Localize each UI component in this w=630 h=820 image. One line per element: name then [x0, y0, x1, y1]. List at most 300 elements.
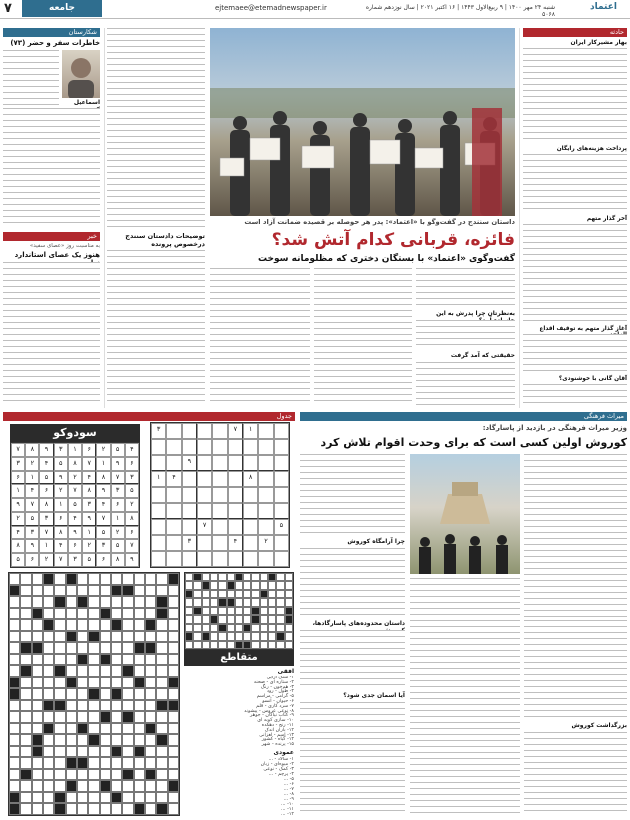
- left-column-title: خاطرات سفر و حضر (۷۳): [10, 39, 100, 47]
- culture-body-2: [300, 548, 405, 618]
- crossword-block: [66, 757, 77, 769]
- crossword-cell: [202, 598, 210, 606]
- sudoku-cell: ۷: [228, 423, 243, 439]
- crossword-cell: [156, 677, 167, 689]
- crossword-cell: [54, 573, 65, 585]
- sudoku-cell: ۷: [39, 526, 53, 540]
- sudoku-cell: ۲: [96, 443, 110, 457]
- crossword-cell: [193, 624, 201, 632]
- sudoku-cell: [274, 535, 289, 551]
- crossword-cell: [43, 769, 54, 781]
- crossword-cell: [43, 780, 54, 792]
- sudoku-cell: [166, 551, 181, 567]
- crossword-block: [43, 573, 54, 585]
- crossword-block: [9, 803, 20, 815]
- crossword-cell: [77, 792, 88, 804]
- sudoku-cell: ۷: [11, 443, 25, 457]
- clue: ۱۵- پرنده - شهر: [261, 742, 294, 748]
- crossword-cell: [9, 631, 20, 643]
- sudoku-cell: ۱: [68, 443, 82, 457]
- clue: ۶- حیوان - آنسو: [262, 698, 294, 704]
- sudoku-cell: ۵: [68, 498, 82, 512]
- sudoku-cell: ۹: [39, 443, 53, 457]
- crossword-block: [193, 607, 201, 615]
- crossword-mini-grid: [184, 572, 294, 650]
- sudoku-cell: ۵: [274, 519, 289, 535]
- sudoku-cell: ۹: [54, 471, 68, 485]
- crossword-cell: [88, 608, 99, 620]
- crossword-cell: [145, 711, 156, 723]
- sudoku-cell: ۶: [25, 553, 39, 567]
- sudoku-cell: ۸: [54, 526, 68, 540]
- crossword-cell: [218, 590, 226, 598]
- crossword-cell: [185, 607, 193, 615]
- crossword-block: [32, 608, 43, 620]
- crossword-cell: [156, 711, 167, 723]
- culture-kicker: وزیر میراث فرهنگی در بازدید از پاسارگاد:: [482, 424, 627, 432]
- crossword-cell: [111, 757, 122, 769]
- crossword-cell: [20, 757, 31, 769]
- clue: ۱۲- ...: [281, 812, 294, 817]
- crossword-cell: [268, 615, 276, 623]
- crossword-cell: [32, 688, 43, 700]
- crossword-cell: [111, 631, 122, 643]
- sudoku-cell: ۵: [125, 484, 139, 498]
- crossword-block: [43, 723, 54, 735]
- crossword-block: [100, 608, 111, 620]
- crossword-cell: [260, 598, 268, 606]
- main-headline: فائزه، قربانی کدام آتش شد؟: [271, 230, 515, 250]
- culture-body-1: [300, 454, 405, 536]
- crossword-cell: [77, 734, 88, 746]
- sudoku-cell: ۲: [25, 457, 39, 471]
- sudoku-cell: [258, 487, 273, 503]
- sudoku-cell: ۲: [11, 512, 25, 526]
- sudoku-cell: ۸: [111, 553, 125, 567]
- crossword-cell: [100, 642, 111, 654]
- crossword-cell: [185, 573, 193, 581]
- crossword-block: [156, 608, 167, 620]
- sudoku-cell: ۳: [54, 443, 68, 457]
- crossword-cell: [193, 641, 201, 649]
- sudoku-cell: ۵: [39, 471, 53, 485]
- culture-body-5: [300, 702, 405, 816]
- crossword-cell: [268, 581, 276, 589]
- crossword-cell: [20, 803, 31, 815]
- right-sub-2: آخر گذار متهم: [586, 216, 627, 222]
- sudoku-cell: [212, 487, 227, 503]
- crossword-cell: [235, 615, 243, 623]
- sudoku-cell: ۹: [182, 455, 197, 471]
- sudoku-cell: [166, 503, 181, 519]
- sudoku-cell: [228, 455, 243, 471]
- sudoku-cell: ۹: [11, 498, 25, 512]
- crossword-cell: [145, 596, 156, 608]
- crossword-block: [66, 631, 77, 643]
- crossword-block: [276, 632, 284, 640]
- crossword-cell: [66, 803, 77, 815]
- sudoku-cell: [182, 471, 197, 487]
- main-body-col-1: [210, 268, 310, 406]
- sudoku-cell: ۹: [125, 553, 139, 567]
- main-story-col-left: [107, 28, 205, 228]
- clue: ۷- ...: [283, 787, 294, 792]
- crossword-cell: [251, 632, 259, 640]
- crossword-cell: [260, 641, 268, 649]
- sudoku-cell: [243, 551, 258, 567]
- crossword-cell: [88, 803, 99, 815]
- crossword-cell: [218, 632, 226, 640]
- crossword-cell: [43, 711, 54, 723]
- crossword-cell: [134, 585, 145, 597]
- sudoku-cell: ۱: [243, 423, 258, 439]
- sudoku-cell: ۸: [25, 443, 39, 457]
- sudoku-cell: [212, 471, 227, 487]
- sudoku-cell: ۴: [82, 471, 96, 485]
- crossword-cell: [168, 688, 179, 700]
- email-link[interactable]: ejtemaee@etemadnewspaper.ir: [215, 4, 327, 12]
- crossword-cell: [122, 642, 133, 654]
- clue: ۵- گرامی - مراسم: [256, 694, 294, 700]
- sudoku-cell: [182, 519, 197, 535]
- crossword-cell: [66, 688, 77, 700]
- sudoku-cell: ۹: [96, 484, 110, 498]
- sudoku-cell: ۵: [111, 443, 125, 457]
- crossword-cell: [66, 585, 77, 597]
- crossword-block: [20, 642, 31, 654]
- crossword-block: [111, 792, 122, 804]
- crossword-block: [285, 615, 293, 623]
- crossword-cell: [111, 677, 122, 689]
- crossword-cell: [145, 585, 156, 597]
- sudoku-cell: ۸: [39, 498, 53, 512]
- sudoku-cell: [258, 519, 273, 535]
- crossword-cell: [9, 619, 20, 631]
- crossword-cell: [54, 769, 65, 781]
- crossword-cell: [54, 619, 65, 631]
- crossword-cell: [9, 734, 20, 746]
- crossword-cell: [100, 619, 111, 631]
- crossword-cell: [145, 780, 156, 792]
- crossword-cell: [66, 665, 77, 677]
- crossword-cell: [156, 769, 167, 781]
- crossword-block: [243, 641, 251, 649]
- crossword-block: [243, 624, 251, 632]
- crossword-cell: [134, 700, 145, 712]
- crossword-cell: [285, 641, 293, 649]
- sudoku-cell: [212, 551, 227, 567]
- logo: اعتماد: [590, 2, 617, 12]
- crossword-cell: [100, 769, 111, 781]
- crossword-cell: [111, 654, 122, 666]
- sudoku-cell: ۸: [125, 512, 139, 526]
- crossword-cell: [185, 624, 193, 632]
- culture-body-3: [524, 454, 627, 618]
- crossword-cell: [88, 792, 99, 804]
- crossword-cell: [122, 608, 133, 620]
- crossword-cell: [122, 596, 133, 608]
- crossword-cell: [32, 780, 43, 792]
- crossword-cell: [122, 746, 133, 758]
- crossword-block: [218, 598, 226, 606]
- crossword-block: [156, 803, 167, 815]
- sudoku-cell: ۷: [197, 519, 212, 535]
- crossword-cell: [122, 792, 133, 804]
- crossword-block: [185, 632, 193, 640]
- sudoku-cell: [182, 423, 197, 439]
- crossword-block: [32, 746, 43, 758]
- crossword-cell: [9, 780, 20, 792]
- crossword-block: [145, 723, 156, 735]
- crossword-block: [168, 700, 179, 712]
- crossword-cell: [134, 723, 145, 735]
- sudoku-cell: ۷: [68, 484, 82, 498]
- crossword-cell: [122, 654, 133, 666]
- crossword-block: [20, 769, 31, 781]
- sudoku-cell: [212, 535, 227, 551]
- crossword-cell: [88, 596, 99, 608]
- crossword-cell: [20, 573, 31, 585]
- crossword-cell: [235, 590, 243, 598]
- culture-sub-3: آیا اسمان جدی شود؟: [343, 692, 405, 699]
- sudoku-cell: ۴: [25, 484, 39, 498]
- crossword-cell: [134, 769, 145, 781]
- crossword-cell: [185, 641, 193, 649]
- crossword-cell: [111, 608, 122, 620]
- sudoku-cell: ۱: [82, 526, 96, 540]
- crossword-cell: [111, 700, 122, 712]
- crossword-cell: [122, 780, 133, 792]
- crossword-block: [66, 677, 77, 689]
- crossword-cell: [145, 734, 156, 746]
- crossword-cell: [122, 700, 133, 712]
- crossword-cell: [210, 641, 218, 649]
- sudoku-cell: ۳: [151, 423, 166, 439]
- crossword-cell: [134, 654, 145, 666]
- crossword-block: [111, 585, 122, 597]
- crossword-cell: [20, 631, 31, 643]
- crossword-cell: [260, 632, 268, 640]
- crossword-block: [77, 757, 88, 769]
- crossword-block: [54, 792, 65, 804]
- main-kicker: داستان سنندج در گفت‌وگو با «اعتماد»: پدر هر حوصله بر قصیده ضمانت آزاد است: [244, 218, 515, 226]
- protest-photo: [210, 28, 515, 216]
- sudoku-cell: ۷: [125, 539, 139, 553]
- sudoku-cell: [151, 519, 166, 535]
- clues-down: [184, 757, 294, 817]
- crossword-cell: [100, 688, 111, 700]
- crossword-cell: [168, 665, 179, 677]
- crossword-cell: [54, 734, 65, 746]
- crossword-cell: [168, 723, 179, 735]
- crossword-cell: [111, 596, 122, 608]
- sudoku-cell: [228, 471, 243, 487]
- crossword-cell: [100, 792, 111, 804]
- crossword-cell: [243, 615, 251, 623]
- crossword-block: [134, 677, 145, 689]
- column-body: [3, 50, 59, 106]
- crossword-cell: [145, 757, 156, 769]
- culture-body-7: [524, 620, 627, 720]
- crossword-cell: [285, 598, 293, 606]
- clue: ۱۰- ...: [281, 802, 294, 807]
- crossword-cell: [43, 665, 54, 677]
- crossword-cell: [9, 573, 20, 585]
- crossword-cell: [54, 746, 65, 758]
- sudoku-cell: [243, 519, 258, 535]
- crossword-block: [210, 615, 218, 623]
- crossword-cell: [32, 631, 43, 643]
- crossword-cell: [77, 803, 88, 815]
- sudoku-cell: ۸: [82, 484, 96, 498]
- crossword-cell: [43, 654, 54, 666]
- crossword-cell: [210, 607, 218, 615]
- clue: ۲- ستاره ای - صحنه: [253, 679, 294, 685]
- crossword-cell: [66, 596, 77, 608]
- crossword-cell: [9, 596, 20, 608]
- crossword-cell: [43, 803, 54, 815]
- crossword-block: [156, 734, 167, 746]
- sudoku-cell: ۴: [68, 512, 82, 526]
- crossword-cell: [88, 619, 99, 631]
- clue: ۸- نوعی عروس - پیشوند: [244, 708, 294, 714]
- crossword-cell: [134, 711, 145, 723]
- crossword-cell: [156, 619, 167, 631]
- sudoku-cell: ۷: [96, 512, 110, 526]
- crossword-cell: [111, 711, 122, 723]
- clue: ۴- پرچم - ...: [268, 772, 294, 777]
- crossword-cell: [210, 581, 218, 589]
- clues-across-label: افقی: [277, 668, 294, 675]
- crossword-cell: [88, 757, 99, 769]
- crossword-cell: [202, 607, 210, 615]
- crossword-cell: [9, 700, 20, 712]
- crossword-block: [268, 573, 276, 581]
- crossword-cell: [168, 757, 179, 769]
- crossword-cell: [100, 734, 111, 746]
- crossword-cell: [32, 596, 43, 608]
- sudoku-cell: [274, 551, 289, 567]
- crossword-block: [43, 700, 54, 712]
- crossword-block: [88, 734, 99, 746]
- sudoku-title: سودوکو: [10, 424, 140, 442]
- crossword-cell: [193, 598, 201, 606]
- crossword-cell: [145, 654, 156, 666]
- crossword-grid: [8, 572, 180, 816]
- crossword-cell: [276, 615, 284, 623]
- crossword-cell: [168, 792, 179, 804]
- crossword-block: [145, 642, 156, 654]
- crossword-cell: [202, 641, 210, 649]
- crossword-cell: [134, 619, 145, 631]
- sudoku-cell: ۹: [82, 512, 96, 526]
- crossword-cell: [20, 688, 31, 700]
- crossword-cell: [145, 700, 156, 712]
- crossword-cell: [20, 723, 31, 735]
- sudoku-cell: ۶: [125, 526, 139, 540]
- crossword-cell: [134, 573, 145, 585]
- sudoku-cell: [212, 503, 227, 519]
- sudoku-cell: [274, 455, 289, 471]
- crossword-cell: [145, 792, 156, 804]
- crossword-cell: [168, 711, 179, 723]
- crossword-cell: [20, 585, 31, 597]
- crossword-cell: [111, 665, 122, 677]
- sudoku-cell: ۳: [82, 498, 96, 512]
- sudoku-cell: [243, 535, 258, 551]
- crossword-cell: [66, 608, 77, 620]
- sudoku-cell: ۳: [39, 512, 53, 526]
- sudoku-cell: [151, 503, 166, 519]
- crossword-cell: [88, 573, 99, 585]
- crossword-cell: [235, 607, 243, 615]
- sudoku-cell: ۶: [96, 553, 110, 567]
- crossword-cell: [32, 792, 43, 804]
- crossword-cell: [54, 688, 65, 700]
- crossword-cell: [88, 700, 99, 712]
- crossword-cell: [43, 608, 54, 620]
- sudoku-cell: [182, 503, 197, 519]
- crossword-cell: [251, 573, 259, 581]
- crossword-cell: [100, 585, 111, 597]
- crossword-cell: [9, 665, 20, 677]
- sudoku-cell: ۱: [111, 512, 125, 526]
- crossword-cell: [66, 700, 77, 712]
- sudoku-cell: [258, 471, 273, 487]
- crossword-cell: [88, 585, 99, 597]
- clue: ۳- کمک - نوعی: [263, 767, 294, 772]
- crossword-cell: [156, 573, 167, 585]
- crossword-block: [66, 573, 77, 585]
- sudoku-cell: [228, 503, 243, 519]
- crossword-cell: [202, 624, 210, 632]
- crossword-cell: [122, 688, 133, 700]
- right-body-3: [523, 224, 627, 324]
- sudoku-cell: [243, 439, 258, 455]
- crossword-cell: [243, 607, 251, 615]
- crossword-cell: [156, 631, 167, 643]
- sudoku-cell: [228, 439, 243, 455]
- sudoku-cell: ۴: [39, 457, 53, 471]
- crossword-cell: [77, 585, 88, 597]
- sudoku-cell: [197, 535, 212, 551]
- sudoku-cell: ۲: [258, 535, 273, 551]
- sudoku-cell: ۴: [96, 498, 110, 512]
- right-body-5: [523, 384, 627, 408]
- author-photo: [62, 50, 100, 98]
- side-question-1: به‌نظرتان چرا پدرش به این: [436, 310, 515, 317]
- sudoku-cell: [197, 423, 212, 439]
- crossword-cell: [9, 642, 20, 654]
- sudoku-cell: ۹: [25, 539, 39, 553]
- crossword-cell: [156, 746, 167, 758]
- crossword-cell: [276, 581, 284, 589]
- crossword-cell: [32, 711, 43, 723]
- crossword-cell: [54, 642, 65, 654]
- crossword-cell: [66, 619, 77, 631]
- crossword-cell: [54, 723, 65, 735]
- crossword-cell: [185, 615, 193, 623]
- column-divider: [519, 28, 520, 408]
- sudoku-cell: ۱: [39, 539, 53, 553]
- crossword-cell: [276, 607, 284, 615]
- culture-headline: کوروش اولین کسی است که برای وحدت اقوام تلاش کرد: [320, 436, 627, 449]
- crossword-block: [145, 619, 156, 631]
- crossword-cell: [77, 677, 88, 689]
- right-body-2: [523, 154, 627, 214]
- clue: ۱۳- اسم - لغزانی: [259, 732, 294, 738]
- sudoku-cell: ۹: [68, 526, 82, 540]
